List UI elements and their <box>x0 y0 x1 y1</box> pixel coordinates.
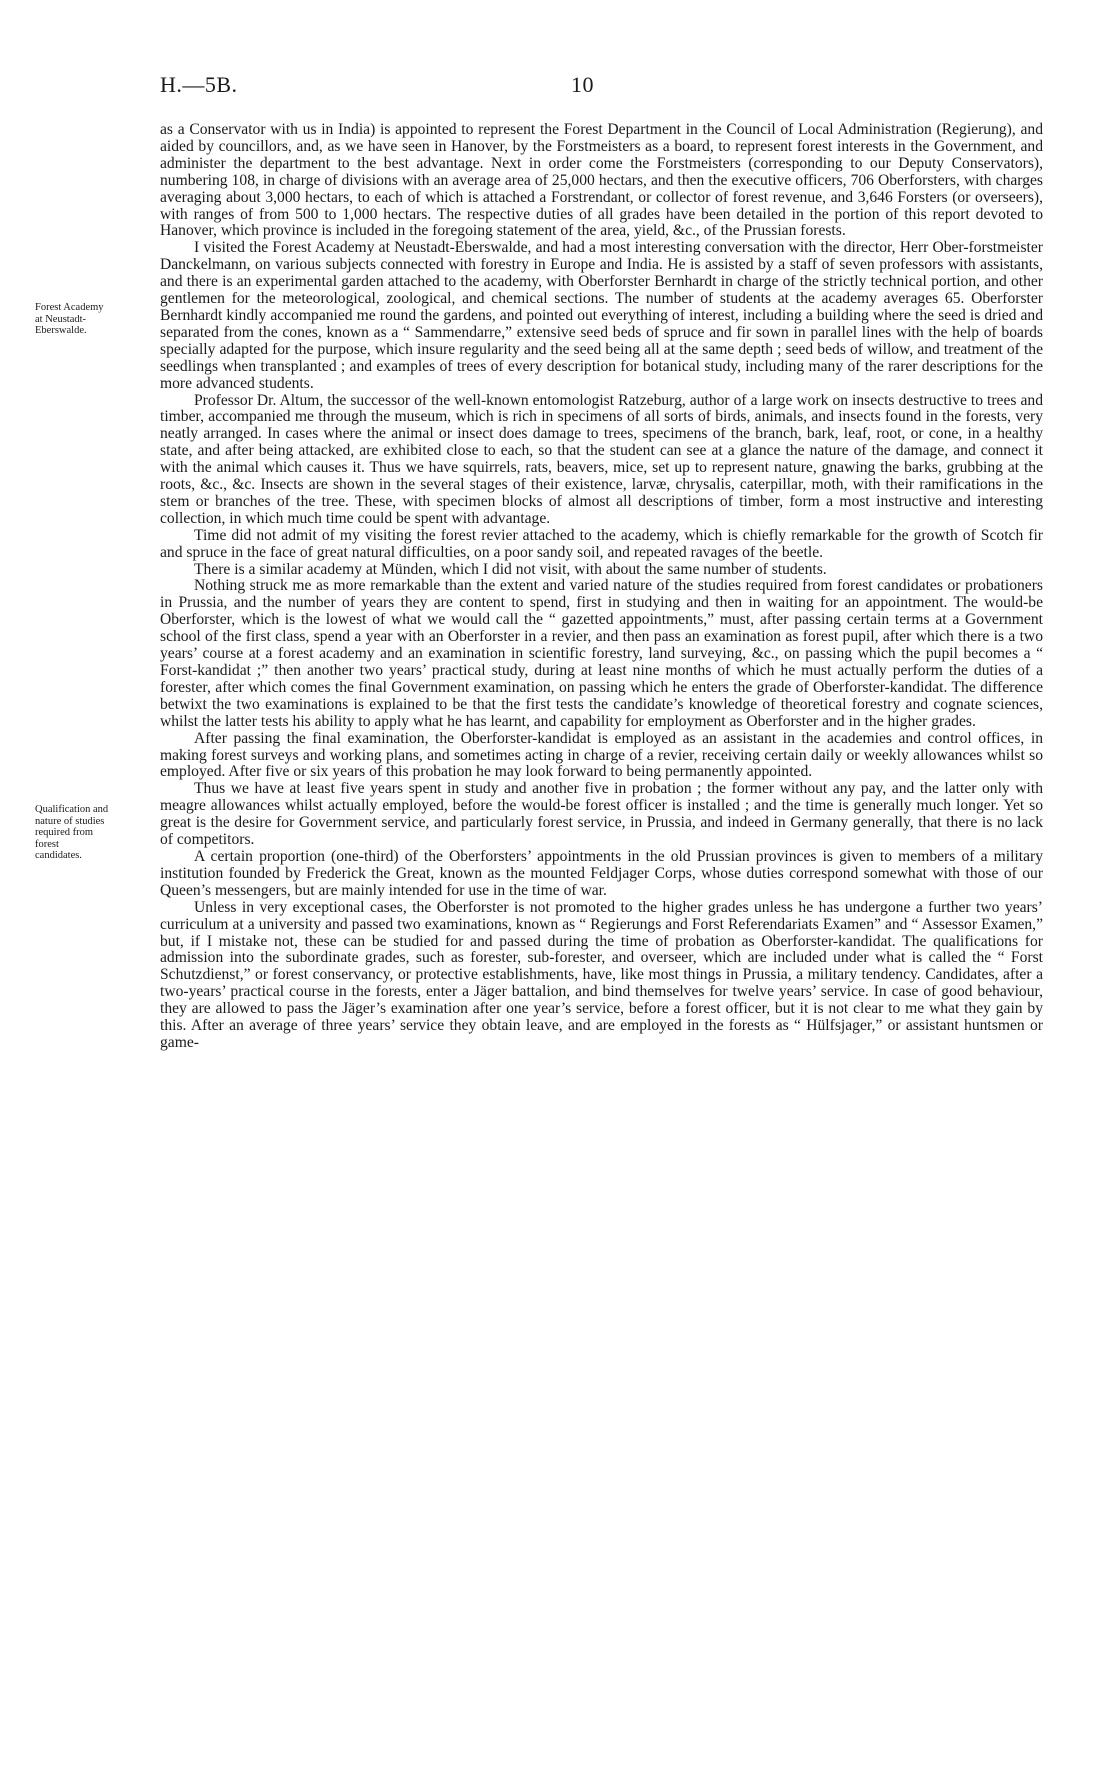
paragraph: Professor Dr. Altum, the successor of the well-known entomologist Ratzeburg, author of a large work on insects destructive to trees and timber, accompanied me through the museum, which is rich in specimens of all sorts of birds, animals, and insects found in the forests, very neatly arranged. In cases where the animal or insect does damage to trees, specimens of the branch, bark, leaf, root, or cone, in a healthy state, and after being attacked, are exhibited close to each, so that the student can see at a glance the nature of the damage, and connect it with the animal which causes it. Thus we have squirrels, rats, beavers, mice, set up to represent nature, gnawing the barks, grubbing at the roots, &c., &c. Insects are shown in the several stages of their existence, larvæ, chrysalis, caterpillar, moth, with their ramifications in the stem or branches of the tree. These, with specimen blocks of almost all descriptions of timber, form a most instructive and interesting collection, in which much time could be spent with advantage. <box>160 391 1043 527</box>
sidenote-line: required from <box>35 827 94 838</box>
sidenote-line: Forest Academy <box>35 302 104 313</box>
body-text <box>160 122 1043 1052</box>
document-reference: H.—5B. <box>160 72 238 97</box>
paragraph: Time did not admit of my visiting the forest revier attached to the academy, which is chiefly remarkable for the growth of Scotch fir and spruce in the face of great natural difficulties, on a poor sandy soil, and repeated ravages of the beetle. <box>160 526 1043 561</box>
paragraph: I visited the Forest Academy at Neustadt-Eberswalde, and had a most interesting conversation with the director, Herr Ober-forstmeister Danckelmann, on various subjects connected with forestry in Europe and India. He is assisted by a staff of seven professors with assistants, and there is an experimental garden attached to the academy, with Oberforster Bernhardt in charge of the strictly technical portion, and other gentlemen for the meteorological, zoological, and chemical sections. The number of students at the academy averages 65. Oberforster Bernhardt kindly accompanied me round the gardens, and pointed out everything of interest, including a building where the seed is dried and separated from the cones, known as a “ Sammendarre,” extensive seed beds of spruce and fir sown in parallel lines with the help of boards specially adapted for the purpose, which insure regularity and the seed being all at the same depth ; seed beds of willow, and treatment of the seedlings when transplanted ; and examples of trees of every description for botanical study, including many of the rarer descriptions for the more advanced students. <box>160 239 1043 392</box>
paragraph: There is a similar academy at Münden, which I did not visit, with about the same number of students. <box>194 560 827 578</box>
paragraph: Unless in very exceptional cases, the Oberforster is not promoted to the higher grades unless he has undergone a further two years’ curriculum at a university and passed two examinations, known as “ Regierungs and Forst Referendariats Examen” and “ Assessor Examen,” but, if I mistake not, these can be studied for and passed during the time of probation as Oberforster-kandidat. The qualifications for admission into the subordinate grades, such as forester, sub-forester, and overseer, which are included under what is called the “ Forst Schutzdienst,” or forest conservancy, or protective establishments, have, like most things in Prussia, a military tendency. Candidates, after a two-years’ practical course in the forests, enter a Jäger battalion, and bind themselves for twelve years’ service. In case of good behaviour, they are allowed to pass the Jäger’s examination after one year’s service, before a forest officer, but it is not clear to me what they gain by this. After an average of three years’ service they obtain leave, and are employed in the forests as “ Hülfsjager,” or assistant huntsmen or game- <box>160 898 1043 1051</box>
paragraph: A certain proportion (one-third) of the Oberforsters’ appointments in the old Prussian provinces is given to members of a military institution founded by Frederick the Great, known as the mounted Feldjager Corps, whose duties correspond somewhat with those of our Queen’s messengers, but are mainly intended for use in the time of war. <box>160 847 1043 899</box>
sidenote-line: Eberswalde. <box>35 325 87 336</box>
paragraph: Thus we have at least five years spent in study and another five in probation ; the former without any pay, and the latter only with meagre allowances whilst actually employed, before the would-be forest officer is installed ; and the time is generally much longer. Yet so great is the desire for Government service, and particularly forest service, in Prussia, and indeed in Germany generally, that there is no lack of competitors. <box>160 780 1043 849</box>
paragraph: as a Conservator with us in India) is appointed to represent the Forest Department in the Council of Local Administration (Regierung), and aided by councillors, and, as we have seen in Hanover, by the Forstmeisters as a board, to represent forest interests in the Government, and administer the department to the best advantage. Next in order come the Forstmeisters (corresponding to our Deputy Conservators), numbering 108, in charge of divisions with an average area of 25,000 hectars, and then the executive officers, 706 Oberforsters, with charges averaging about 3,000 hectars, to each of which is attached a Forstrendant, or collector of forest revenue, and 3,646 Forsters (or overseers), with ranges of from 500 to 1,000 hectars. The respective duties of all grades have been detailed in the portion of this report devoted to Hanover, which province is included in the foregoing statement of the area, yield, &c., of the Prussian forests. <box>160 121 1043 240</box>
paragraph: After passing the final examination, the Oberforster-kandidat is employed as an assistant in the academies and control offices, in making forest surveys and working plans, and sometimes acting in charge of a revier, receiving certain daily or weekly allowances whilst so employed. After five or six years of this probation he may look forward to being permanently appointed. <box>160 729 1043 781</box>
sidenote-line: candidates. <box>35 850 82 861</box>
sidenote-line: nature of studies <box>35 815 105 827</box>
sidenote-forest-academy <box>35 302 157 337</box>
sidenote-qualification <box>35 804 157 862</box>
sidenote-line: at Neustadt- <box>35 313 87 325</box>
sidenote-line: forest <box>35 838 59 850</box>
page-number: 10 <box>571 72 594 97</box>
sidenote-line: Qualification and <box>35 804 109 815</box>
paragraph: Nothing struck me as more remarkable than the extent and varied nature of the studies required from forest candidates or probationers in Prussia, and the number of years they are content to spend, first in studying and then in waiting for an appointment. The would-be Oberforster, which is the lowest of what we would call the “ gazetted appointments,” must, after passing certain terms at a Government school of the first class, spend a year with an Oberforster in a revier, and then pass an examination as forest pupil, after which there is a two years’ course at a forest academy and an examination in scientific forestry, land surveying, &c., on passing which the pupil becomes a “ Forst-kandidat ;” then another two years’ practical study, during at least nine months of which he must actually perform the duties of a forester, after which comes the final Government examination, on passing which he enters the grade of Oberforster-kandidat. The difference betwixt the two examinations is explained to be that the first tests the candidate’s knowledge of theoretical forestry and cognate sciences, whilst the latter tests his ability to apply what he has learnt, and capability for employment as Oberforster and in the higher grades. <box>160 577 1043 730</box>
